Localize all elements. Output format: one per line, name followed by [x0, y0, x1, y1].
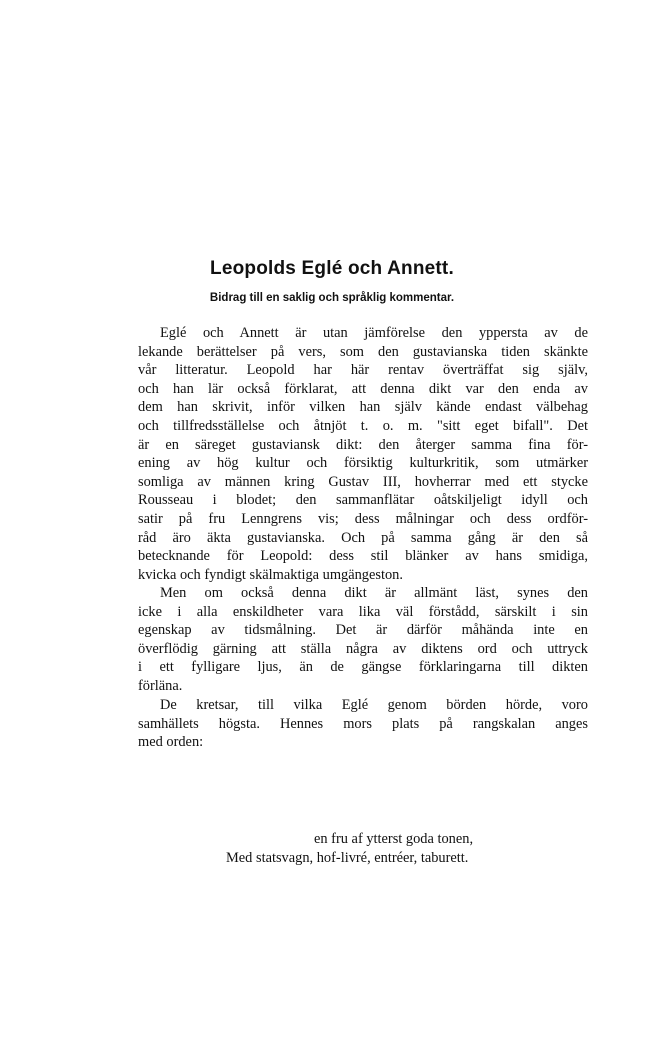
text-line: Eglé och Annett är utan jämförelse den yppersta av de [160, 325, 588, 341]
verse-quote [138, 830, 588, 867]
paragraph-3 [138, 696, 588, 752]
verse-line: Med statsvagn, hof-livré, entréer, taburett. [226, 849, 469, 866]
text-line: egenskap av tidsmålning. Det är därför måhända inte en [138, 622, 588, 639]
text-line: De kretsar, till vilka Eglé genom börden hörde, voro [160, 697, 588, 713]
article-subtitle: Bidrag till en saklig och språklig kommentar. [209, 292, 455, 304]
text-line: förläna. [138, 677, 183, 694]
text-line: Men om också denna dikt är allmänt läst, synes den [160, 585, 588, 601]
text-line: överflödig gärning att ställa några av diktens ord och uttryck [138, 640, 588, 657]
text-line: råd äro äkta gustavianska. Och på samma gång är den så [138, 529, 588, 546]
text-line: och tillfredsställelse och åtnjöt t. o. m. "sitt eget bifall". Det [138, 417, 588, 434]
article-title: Leopolds Eglé och Annett. [210, 258, 454, 279]
text-line: ening av hög kultur och försiktig kulturkritik, som utmärker [138, 455, 588, 472]
text-line: vår litteratur. Leopold har här rentav överträffat sig själv, [138, 362, 588, 379]
text-line: Rousseau i blodet; den sammanflätar oåtskiljeligt idyll och [138, 492, 588, 509]
text-line: och han lär också förklarat, att denna dikt var den enda av [138, 380, 588, 397]
text-line: med orden: [138, 734, 204, 751]
text-line: kvicka och fyndigt skälmaktiga umgängeston. [138, 566, 403, 583]
text-line: i ett fylligare ljus, än de gängse förklaringarna till dikten [138, 659, 588, 676]
text-line: lekande berättelser på vers, som den gustavianska tiden skänkte [138, 343, 588, 360]
paragraph-2 [138, 584, 588, 696]
text-line: satir på fru Lenngrens vis; dess målningar och dess ordför- [138, 510, 588, 527]
text-line: är en säreget gustaviansk dikt: den återger samma fina för- [138, 436, 588, 453]
text-line: betecknande för Leopold: dess stil blänker av hans smidiga, [138, 548, 588, 565]
text-line: somliga av männen kring Gustav III, hovherrar med ett stycke [138, 473, 588, 490]
verse-line: en fru af ytterst goda tonen, [314, 831, 474, 847]
paragraph-1 [138, 324, 588, 584]
text-line: dem han skrivit, inför vilken han själv kände endast välbehag [138, 399, 588, 416]
text-line: samhällets högsta. Hennes mors plats på rangskalan anges [138, 715, 588, 732]
text-line: icke i alla enskildheter vara lika väl förstådd, särskilt i sin [138, 603, 588, 620]
